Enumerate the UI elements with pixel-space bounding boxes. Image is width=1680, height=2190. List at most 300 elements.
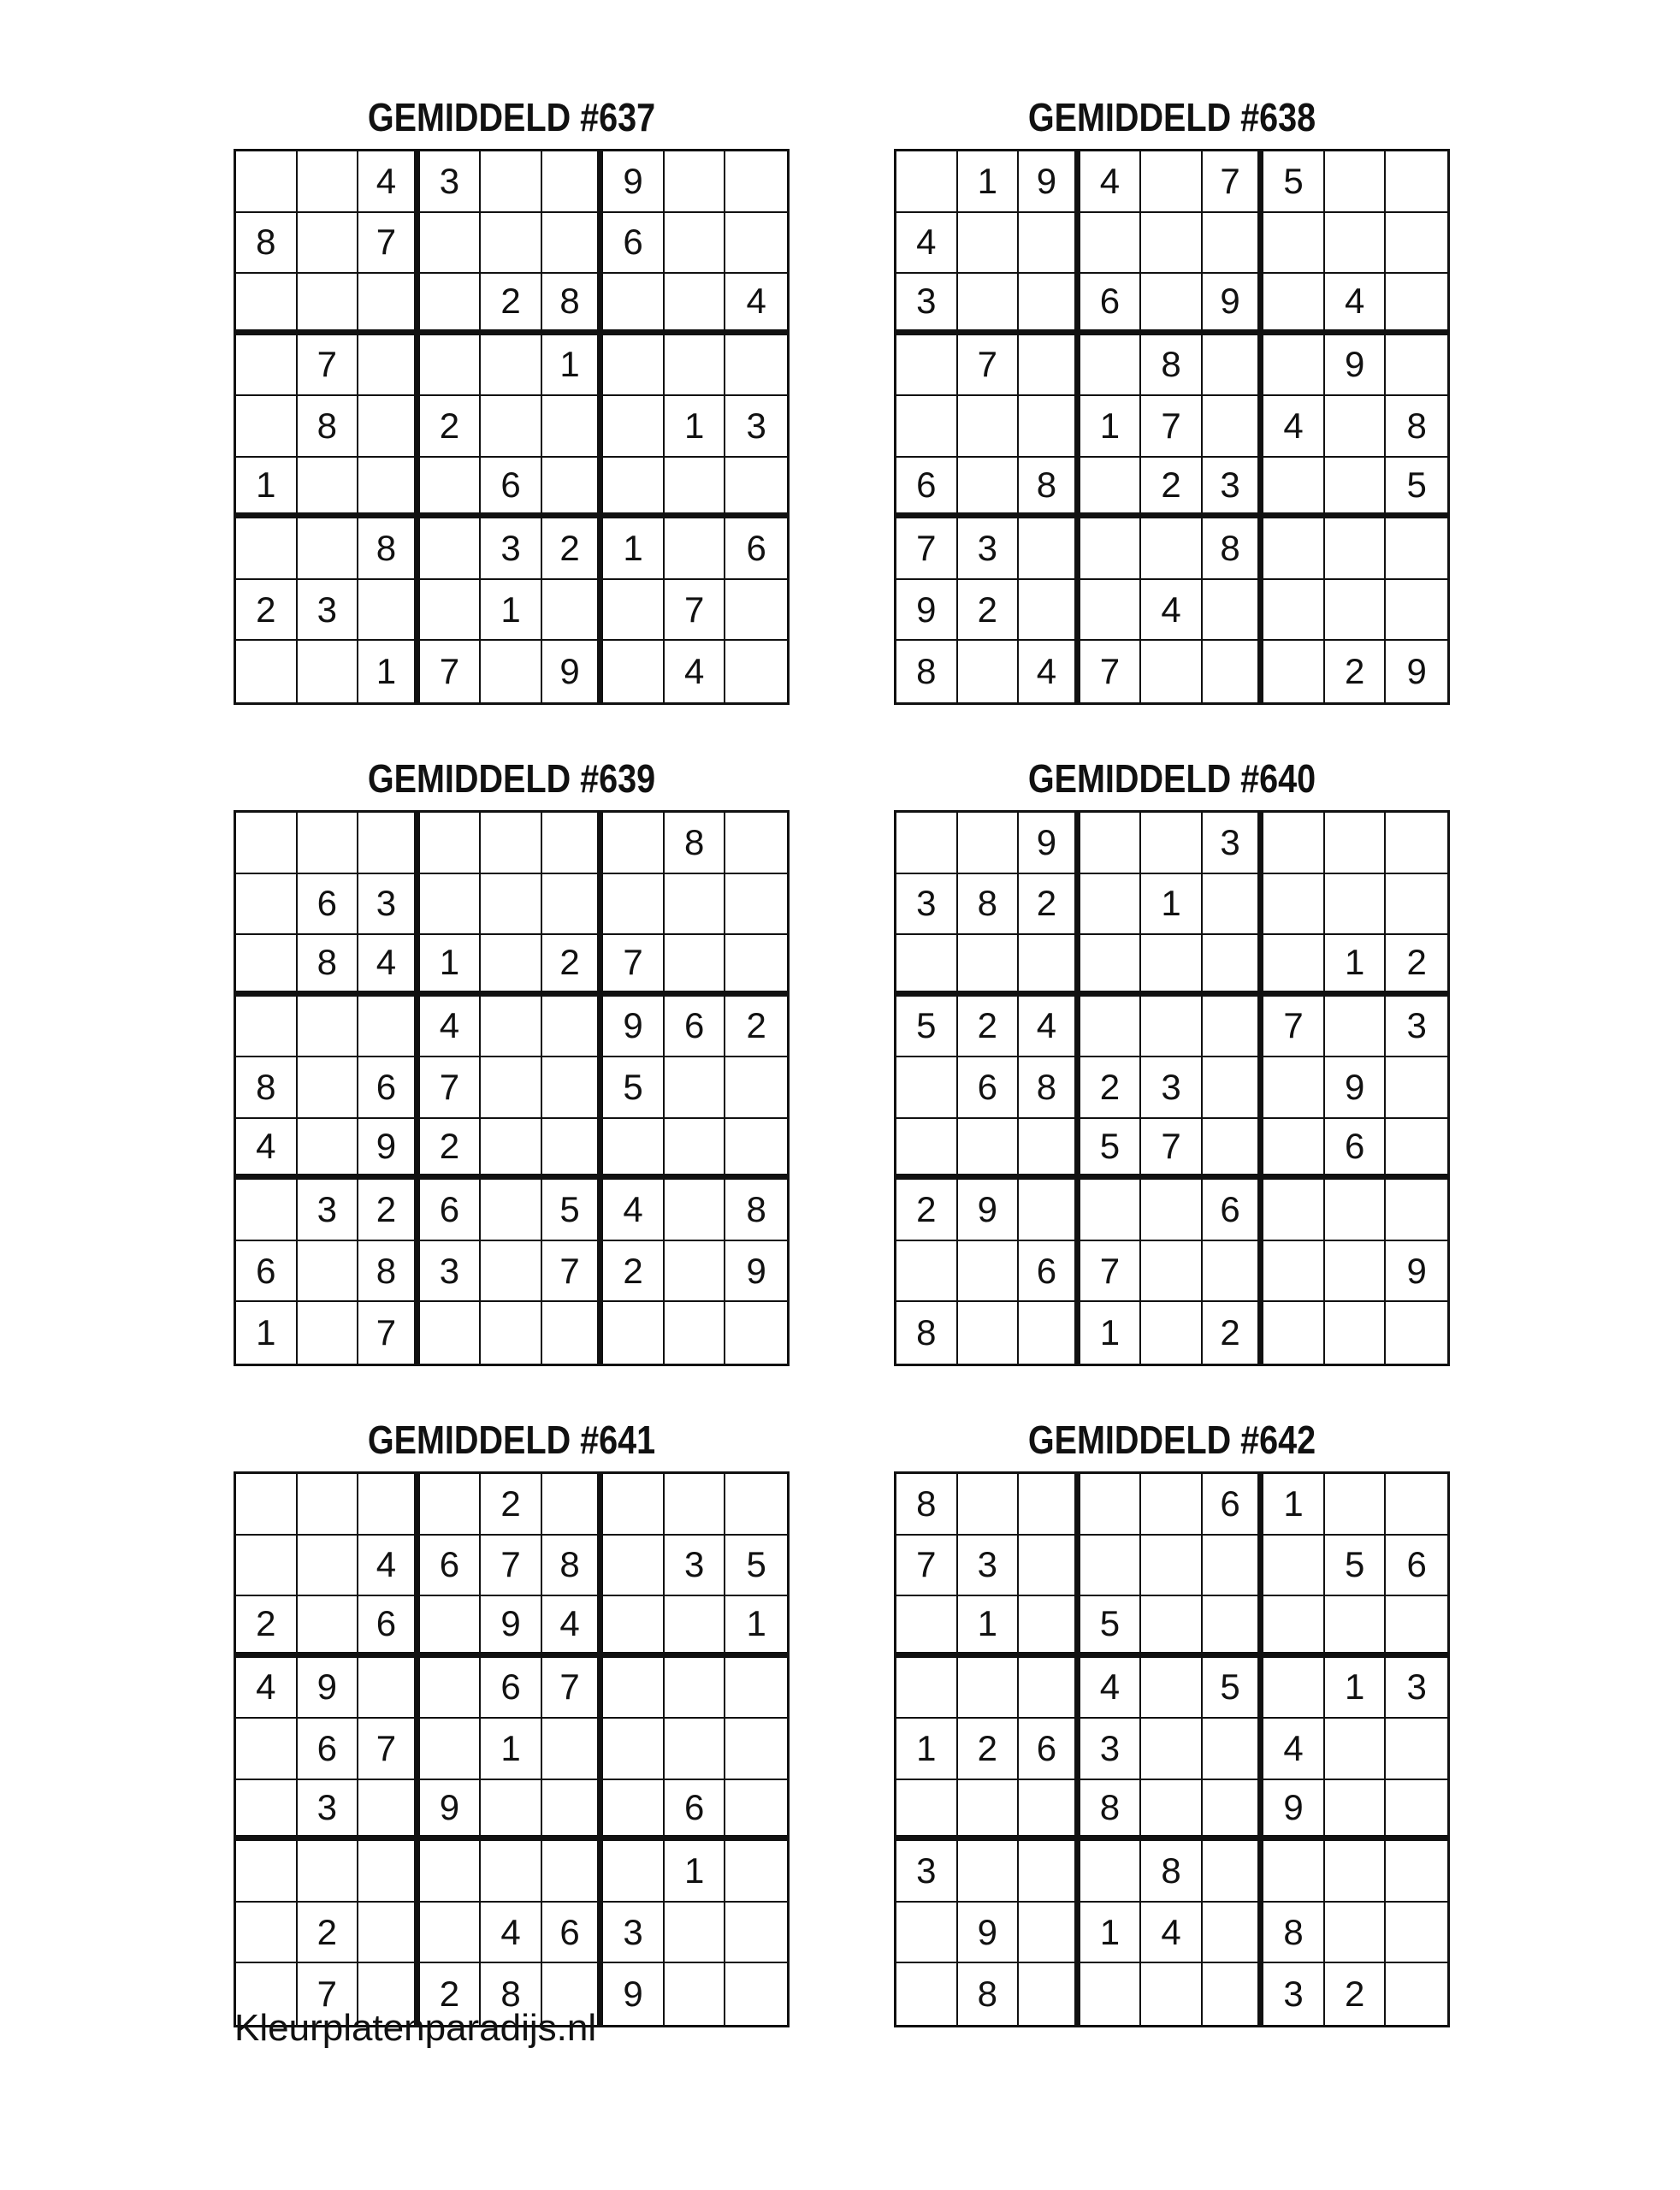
grid-cell[interactable]	[358, 1841, 420, 1903]
grid-cell[interactable]	[1141, 997, 1203, 1058]
grid-cell[interactable]: 4	[236, 1658, 298, 1719]
grid-cell[interactable]: 5	[1386, 458, 1447, 519]
grid-cell[interactable]	[1080, 1474, 1142, 1536]
grid-cell[interactable]	[896, 1057, 958, 1119]
grid-cell[interactable]	[665, 935, 726, 997]
grid-cell[interactable]: 1	[1080, 1302, 1142, 1364]
grid-cell[interactable]: 6	[1325, 1119, 1387, 1181]
grid-cell[interactable]	[1386, 274, 1447, 335]
grid-cell[interactable]	[1080, 935, 1142, 997]
grid-cell[interactable]: 5	[1325, 1536, 1387, 1597]
grid-cell[interactable]	[1203, 213, 1264, 275]
grid-cell[interactable]	[1019, 274, 1080, 335]
grid-cell[interactable]	[1019, 580, 1080, 642]
grid-cell[interactable]: 2	[725, 997, 787, 1058]
grid-cell[interactable]	[665, 1596, 726, 1658]
grid-cell[interactable]	[1325, 1841, 1387, 1903]
grid-cell[interactable]	[958, 1241, 1020, 1303]
grid-cell[interactable]: 2	[1080, 1057, 1142, 1119]
grid-cell[interactable]	[1203, 1963, 1264, 2025]
grid-cell[interactable]	[896, 151, 958, 213]
grid-cell[interactable]	[298, 1596, 359, 1658]
grid-cell[interactable]	[603, 813, 665, 874]
grid-cell[interactable]	[665, 1119, 726, 1181]
grid-cell[interactable]	[1325, 1474, 1387, 1536]
grid-cell[interactable]: 3	[725, 396, 787, 458]
grid-cell[interactable]: 7	[420, 641, 482, 702]
grid-cell[interactable]	[1019, 396, 1080, 458]
grid-cell[interactable]: 4	[896, 213, 958, 275]
grid-cell[interactable]	[1386, 1719, 1447, 1780]
grid-cell[interactable]	[1325, 813, 1387, 874]
grid-cell[interactable]	[1325, 1903, 1387, 1964]
grid-cell[interactable]	[665, 1719, 726, 1780]
grid-cell[interactable]	[896, 1119, 958, 1181]
grid-cell[interactable]	[958, 274, 1020, 335]
grid-cell[interactable]	[725, 935, 787, 997]
grid-cell[interactable]	[1263, 874, 1325, 936]
grid-cell[interactable]	[420, 335, 482, 397]
grid-cell[interactable]: 8	[1203, 518, 1264, 580]
grid-cell[interactable]	[1263, 813, 1325, 874]
grid-cell[interactable]	[958, 396, 1020, 458]
grid-cell[interactable]	[358, 1474, 420, 1536]
grid-cell[interactable]	[1141, 213, 1203, 275]
grid-cell[interactable]	[958, 1474, 1020, 1536]
grid-cell[interactable]	[1080, 458, 1142, 519]
grid-cell[interactable]: 2	[603, 1241, 665, 1303]
grid-cell[interactable]: 6	[420, 1536, 482, 1597]
grid-cell[interactable]	[603, 274, 665, 335]
grid-cell[interactable]: 5	[542, 1180, 604, 1241]
grid-cell[interactable]: 8	[298, 935, 359, 997]
grid-cell[interactable]	[603, 1474, 665, 1536]
grid-cell[interactable]: 8	[1263, 1903, 1325, 1964]
grid-cell[interactable]	[358, 396, 420, 458]
grid-cell[interactable]	[542, 1302, 604, 1364]
grid-cell[interactable]: 7	[1141, 1119, 1203, 1181]
grid-cell[interactable]	[603, 1719, 665, 1780]
grid-cell[interactable]	[1203, 335, 1264, 397]
grid-cell[interactable]: 1	[481, 580, 542, 642]
grid-cell[interactable]	[481, 1780, 542, 1842]
grid-cell[interactable]: 2	[236, 580, 298, 642]
grid-cell[interactable]	[298, 997, 359, 1058]
grid-cell[interactable]	[1203, 997, 1264, 1058]
grid-cell[interactable]	[481, 997, 542, 1058]
grid-cell[interactable]: 3	[958, 1536, 1020, 1597]
grid-cell[interactable]: 1	[958, 1596, 1020, 1658]
grid-cell[interactable]: 3	[1386, 1658, 1447, 1719]
grid-cell[interactable]: 7	[298, 335, 359, 397]
grid-cell[interactable]: 5	[896, 997, 958, 1058]
grid-cell[interactable]	[725, 1057, 787, 1119]
grid-cell[interactable]	[1386, 335, 1447, 397]
grid-cell[interactable]	[1080, 1536, 1142, 1597]
grid-cell[interactable]	[1325, 213, 1387, 275]
grid-cell[interactable]	[1019, 935, 1080, 997]
grid-cell[interactable]	[358, 580, 420, 642]
grid-cell[interactable]: 7	[896, 1536, 958, 1597]
grid-cell[interactable]: 4	[1019, 997, 1080, 1058]
grid-cell[interactable]	[236, 1719, 298, 1780]
grid-cell[interactable]	[725, 213, 787, 275]
grid-cell[interactable]	[358, 458, 420, 519]
grid-cell[interactable]: 3	[1203, 813, 1264, 874]
grid-cell[interactable]: 7	[1141, 396, 1203, 458]
grid-cell[interactable]: 8	[1019, 458, 1080, 519]
grid-cell[interactable]	[542, 1841, 604, 1903]
grid-cell[interactable]: 9	[1019, 813, 1080, 874]
grid-cell[interactable]: 1	[1325, 935, 1387, 997]
grid-cell[interactable]	[1141, 518, 1203, 580]
grid-cell[interactable]	[1386, 518, 1447, 580]
grid-cell[interactable]	[725, 151, 787, 213]
grid-cell[interactable]: 9	[420, 1780, 482, 1842]
grid-cell[interactable]: 7	[420, 1057, 482, 1119]
grid-cell[interactable]	[1263, 1180, 1325, 1241]
grid-cell[interactable]	[236, 1474, 298, 1536]
grid-cell[interactable]	[896, 935, 958, 997]
grid-cell[interactable]	[1141, 151, 1203, 213]
grid-cell[interactable]: 2	[958, 1719, 1020, 1780]
grid-cell[interactable]	[1263, 1241, 1325, 1303]
grid-cell[interactable]	[358, 274, 420, 335]
grid-cell[interactable]: 4	[1019, 641, 1080, 702]
grid-cell[interactable]	[542, 213, 604, 275]
grid-cell[interactable]	[603, 335, 665, 397]
grid-cell[interactable]	[1386, 1841, 1447, 1903]
grid-cell[interactable]: 3	[1080, 1719, 1142, 1780]
grid-cell[interactable]	[236, 1180, 298, 1241]
grid-cell[interactable]	[1325, 1719, 1387, 1780]
grid-cell[interactable]: 6	[665, 1780, 726, 1842]
grid-cell[interactable]	[298, 518, 359, 580]
grid-cell[interactable]: 1	[236, 1302, 298, 1364]
grid-cell[interactable]	[298, 1536, 359, 1597]
grid-cell[interactable]	[236, 1536, 298, 1597]
grid-cell[interactable]	[725, 1474, 787, 1536]
grid-cell[interactable]	[603, 1536, 665, 1597]
grid-cell[interactable]	[1019, 1302, 1080, 1364]
grid-cell[interactable]: 6	[665, 997, 726, 1058]
grid-cell[interactable]	[358, 1903, 420, 1964]
grid-cell[interactable]: 2	[1325, 1963, 1387, 2025]
grid-cell[interactable]: 9	[1406, 651, 1427, 692]
grid-cell[interactable]	[603, 1302, 665, 1364]
grid-cell[interactable]	[1080, 997, 1142, 1058]
grid-cell[interactable]: 8	[298, 396, 359, 458]
grid-cell[interactable]	[1386, 1780, 1447, 1842]
grid-cell[interactable]	[896, 335, 958, 397]
grid-cell[interactable]: 8	[481, 1963, 542, 2025]
grid-cell[interactable]	[725, 458, 787, 519]
grid-cell[interactable]: 9	[958, 1180, 1020, 1241]
grid-cell[interactable]	[725, 641, 787, 702]
grid-cell[interactable]: 2	[1141, 458, 1203, 519]
grid-cell[interactable]	[1080, 580, 1142, 642]
grid-cell[interactable]: 1	[420, 935, 482, 997]
grid-cell[interactable]	[1325, 874, 1387, 936]
grid-cell[interactable]	[1203, 396, 1264, 458]
grid-cell[interactable]: 7	[358, 1302, 420, 1364]
grid-cell[interactable]: 7	[481, 1536, 542, 1597]
grid-cell[interactable]: 6	[298, 874, 359, 936]
grid-cell[interactable]	[1080, 1841, 1142, 1903]
grid-cell[interactable]: 8	[1019, 1057, 1080, 1119]
grid-cell[interactable]: 8	[236, 213, 298, 275]
grid-cell[interactable]	[236, 641, 298, 702]
grid-cell[interactable]: 3	[896, 874, 958, 936]
grid-cell[interactable]	[1080, 335, 1142, 397]
grid-cell[interactable]	[958, 1302, 1020, 1364]
grid-cell[interactable]: 6	[358, 1057, 420, 1119]
grid-cell[interactable]: 7	[1203, 151, 1264, 213]
grid-cell[interactable]: 2	[958, 997, 1020, 1058]
grid-cell[interactable]: 4	[1080, 1658, 1142, 1719]
grid-cell[interactable]	[1080, 813, 1142, 874]
grid-cell[interactable]	[420, 1474, 482, 1536]
grid-cell[interactable]	[1203, 1119, 1264, 1181]
grid-cell[interactable]: 3	[603, 1903, 665, 1964]
grid-cell[interactable]	[725, 1780, 787, 1842]
grid-cell[interactable]: 4	[1263, 1719, 1325, 1780]
grid-cell[interactable]	[665, 213, 726, 275]
grid-cell[interactable]	[420, 1719, 482, 1780]
grid-cell[interactable]: 8	[896, 1474, 958, 1536]
grid-cell[interactable]: 8	[1080, 1780, 1142, 1842]
grid-cell[interactable]	[358, 813, 420, 874]
grid-cell[interactable]: 3	[358, 874, 420, 936]
grid-cell[interactable]	[236, 874, 298, 936]
grid-cell[interactable]	[1141, 274, 1203, 335]
grid-cell[interactable]: 1	[665, 396, 726, 458]
grid-cell[interactable]: 9	[1325, 1057, 1387, 1119]
grid-cell[interactable]	[481, 813, 542, 874]
grid-cell[interactable]: 4	[358, 935, 420, 997]
grid-cell[interactable]: 8	[358, 1241, 420, 1303]
grid-cell[interactable]	[1386, 213, 1447, 275]
grid-cell[interactable]	[420, 1841, 482, 1903]
grid-cell[interactable]: 6	[958, 1057, 1020, 1119]
grid-cell[interactable]	[1203, 1903, 1264, 1964]
grid-cell[interactable]: 6	[1019, 1241, 1080, 1303]
grid-cell[interactable]	[542, 874, 604, 936]
grid-cell[interactable]: 7	[958, 335, 1020, 397]
grid-cell[interactable]	[665, 1903, 726, 1964]
grid-cell[interactable]	[358, 1658, 420, 1719]
grid-cell[interactable]: 4	[1263, 396, 1325, 458]
grid-cell[interactable]	[481, 641, 542, 702]
grid-cell[interactable]: 9	[298, 1658, 359, 1719]
grid-cell[interactable]: 7	[1080, 641, 1142, 702]
grid-cell[interactable]: 5	[725, 1536, 787, 1597]
grid-cell[interactable]	[1325, 1780, 1387, 1842]
grid-cell[interactable]	[1019, 1780, 1080, 1842]
grid-cell[interactable]	[665, 1658, 726, 1719]
grid-cell[interactable]: 2	[542, 518, 604, 580]
grid-cell[interactable]	[1386, 1057, 1447, 1119]
grid-cell[interactable]	[1386, 1474, 1447, 1536]
grid-cell[interactable]	[481, 396, 542, 458]
grid-cell[interactable]	[236, 335, 298, 397]
grid-cell[interactable]	[298, 1474, 359, 1536]
grid-cell[interactable]: 1	[725, 1596, 787, 1658]
grid-cell[interactable]	[603, 1841, 665, 1903]
grid-cell[interactable]	[1386, 1302, 1447, 1364]
grid-cell[interactable]	[1019, 1903, 1080, 1964]
grid-cell[interactable]	[1203, 1596, 1264, 1658]
grid-cell[interactable]	[1019, 1658, 1080, 1719]
grid-cell[interactable]: 2	[1325, 641, 1387, 702]
grid-cell[interactable]	[358, 1780, 420, 1842]
grid-cell[interactable]: 3	[1386, 997, 1447, 1058]
grid-cell[interactable]	[1203, 1841, 1264, 1903]
grid-cell[interactable]	[725, 1658, 787, 1719]
grid-cell[interactable]: 7	[542, 1241, 604, 1303]
grid-cell[interactable]: 8	[1386, 396, 1447, 458]
grid-cell[interactable]: 4	[1080, 151, 1142, 213]
grid-cell[interactable]	[481, 151, 542, 213]
grid-cell[interactable]: 2	[958, 580, 1020, 642]
grid-cell[interactable]	[725, 874, 787, 936]
grid-cell[interactable]: 8	[958, 874, 1020, 936]
grid-cell[interactable]	[420, 1903, 482, 1964]
grid-cell[interactable]	[236, 1780, 298, 1842]
grid-cell[interactable]: 8	[725, 1180, 787, 1241]
grid-cell[interactable]: 5	[1263, 151, 1325, 213]
grid-cell[interactable]	[1203, 580, 1264, 642]
grid-cell[interactable]	[542, 997, 604, 1058]
grid-cell[interactable]	[665, 274, 726, 335]
grid-cell[interactable]: 8	[896, 1302, 958, 1364]
grid-cell[interactable]: 4	[603, 1180, 665, 1241]
grid-cell[interactable]: 8	[1141, 335, 1203, 397]
grid-cell[interactable]	[1263, 1119, 1325, 1181]
grid-cell[interactable]	[420, 580, 482, 642]
grid-cell[interactable]	[1141, 1719, 1203, 1780]
grid-cell[interactable]	[1325, 1596, 1387, 1658]
grid-cell[interactable]: 2	[481, 1474, 542, 1536]
grid-cell[interactable]: 9	[603, 1963, 665, 2025]
grid-cell[interactable]	[542, 151, 604, 213]
grid-cell[interactable]: 2	[481, 274, 542, 335]
grid-cell[interactable]: 7	[603, 935, 665, 997]
grid-cell[interactable]	[1386, 1180, 1447, 1241]
grid-cell[interactable]: 8	[665, 813, 726, 874]
grid-cell[interactable]	[420, 213, 482, 275]
grid-cell[interactable]	[603, 874, 665, 936]
grid-cell[interactable]	[1325, 396, 1387, 458]
grid-cell[interactable]: 8	[542, 274, 604, 335]
grid-cell[interactable]	[1019, 518, 1080, 580]
grid-cell[interactable]	[481, 335, 542, 397]
grid-cell[interactable]: 6	[725, 518, 787, 580]
grid-cell[interactable]: 6	[542, 1903, 604, 1964]
grid-cell[interactable]	[481, 1841, 542, 1903]
grid-cell[interactable]: 1	[1080, 396, 1142, 458]
grid-cell[interactable]: 1	[358, 641, 420, 702]
grid-cell[interactable]: 1	[603, 518, 665, 580]
grid-cell[interactable]	[420, 1302, 482, 1364]
grid-cell[interactable]: 1	[1263, 1474, 1325, 1536]
grid-cell[interactable]: 3	[298, 1780, 359, 1842]
grid-cell[interactable]	[1203, 1780, 1264, 1842]
grid-cell[interactable]: 3	[1141, 1057, 1203, 1119]
grid-cell[interactable]: 4	[481, 1903, 542, 1964]
grid-cell[interactable]	[958, 641, 1020, 702]
grid-cell[interactable]	[665, 1180, 726, 1241]
grid-cell[interactable]	[1080, 874, 1142, 936]
grid-cell[interactable]	[603, 1780, 665, 1842]
grid-cell[interactable]: 3	[1263, 1963, 1325, 2025]
grid-cell[interactable]: 9	[1386, 1241, 1447, 1303]
grid-cell[interactable]	[665, 1474, 726, 1536]
grid-cell[interactable]	[603, 1596, 665, 1658]
grid-cell[interactable]	[1386, 1119, 1447, 1181]
grid-cell[interactable]	[298, 151, 359, 213]
grid-cell[interactable]: 6	[1203, 1180, 1264, 1241]
grid-cell[interactable]	[1019, 1841, 1080, 1903]
grid-cell[interactable]	[1080, 1963, 1142, 2025]
grid-cell[interactable]: 7	[358, 213, 420, 275]
grid-cell[interactable]: 2	[1386, 935, 1447, 997]
grid-cell[interactable]	[481, 1302, 542, 1364]
grid-cell[interactable]	[1203, 1057, 1264, 1119]
grid-cell[interactable]	[1263, 458, 1325, 519]
grid-cell[interactable]	[236, 396, 298, 458]
grid-cell[interactable]	[603, 396, 665, 458]
grid-cell[interactable]: 1	[665, 1841, 726, 1903]
grid-cell[interactable]	[1325, 580, 1387, 642]
grid-cell[interactable]: 8	[958, 1963, 1020, 2025]
grid-cell[interactable]	[542, 813, 604, 874]
grid-cell[interactable]: 9	[958, 1903, 1020, 1964]
grid-cell[interactable]	[481, 1241, 542, 1303]
grid-cell[interactable]	[1386, 151, 1447, 213]
grid-cell[interactable]	[542, 580, 604, 642]
grid-cell[interactable]	[358, 335, 420, 397]
grid-cell[interactable]	[420, 458, 482, 519]
grid-cell[interactable]	[236, 274, 298, 335]
grid-cell[interactable]	[665, 458, 726, 519]
grid-cell[interactable]	[896, 1596, 958, 1658]
grid-cell[interactable]	[298, 813, 359, 874]
grid-cell[interactable]	[725, 580, 787, 642]
grid-cell[interactable]	[1325, 458, 1387, 519]
grid-cell[interactable]	[1325, 1180, 1387, 1241]
grid-cell[interactable]	[958, 458, 1020, 519]
grid-cell[interactable]	[1203, 1241, 1264, 1303]
grid-cell[interactable]: 4	[236, 1119, 298, 1181]
grid-cell[interactable]	[1263, 518, 1325, 580]
grid-cell[interactable]	[1141, 1180, 1203, 1241]
grid-cell[interactable]	[1141, 1780, 1203, 1842]
grid-cell[interactable]	[1019, 1596, 1080, 1658]
grid-cell[interactable]	[1325, 1302, 1387, 1364]
grid-cell[interactable]	[542, 458, 604, 519]
grid-cell[interactable]	[1263, 274, 1325, 335]
grid-cell[interactable]: 6	[603, 213, 665, 275]
grid-cell[interactable]: 6	[420, 1180, 482, 1241]
grid-cell[interactable]	[298, 274, 359, 335]
grid-cell[interactable]: 8	[358, 518, 420, 580]
grid-cell[interactable]	[1019, 1536, 1080, 1597]
grid-cell[interactable]	[1141, 1474, 1203, 1536]
grid-cell[interactable]	[958, 1780, 1020, 1842]
grid-cell[interactable]	[896, 396, 958, 458]
grid-cell[interactable]	[603, 458, 665, 519]
